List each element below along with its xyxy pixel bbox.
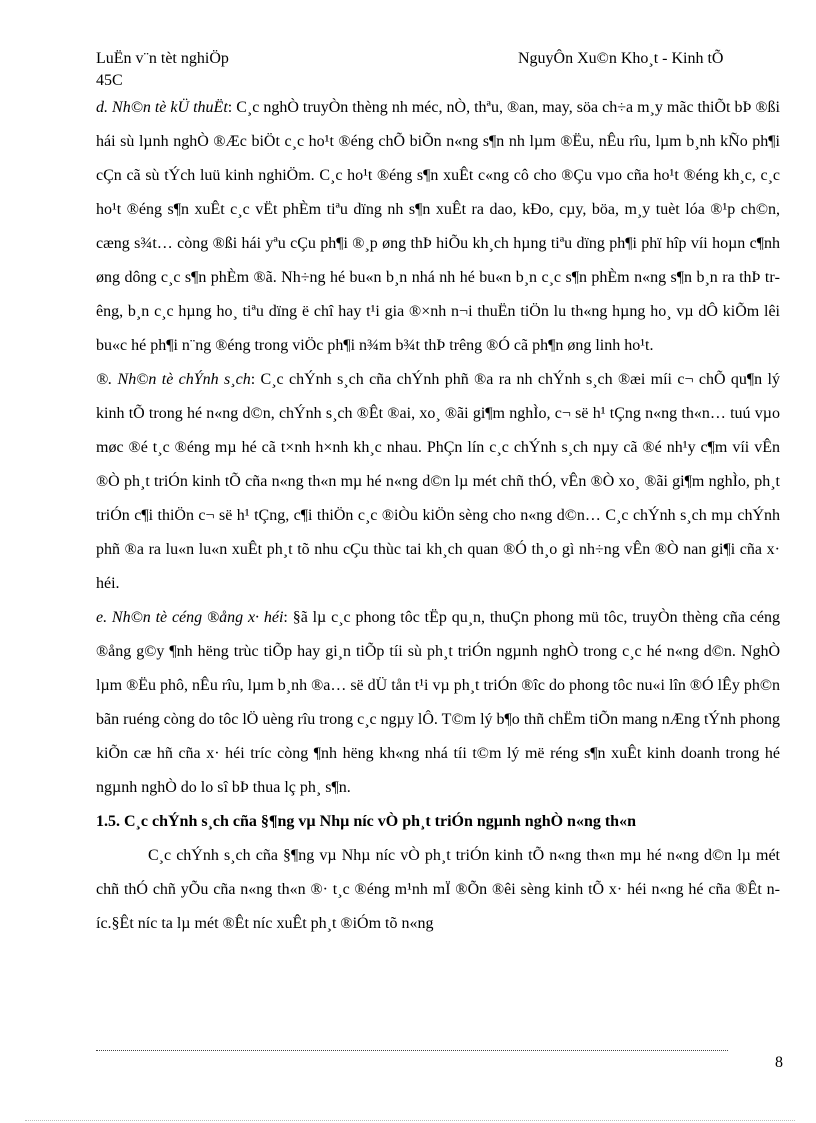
paragraph-lead: ®. Nh©n tè chÝnh s¸ch <box>96 371 251 388</box>
section-body: C¸c chÝnh s¸ch cña §¶ng vµ Nhµ níc vÒ ph¸t triÓn kinh tÕ n«ng th«n mµ hé n«ng d©n lµ mét chñ thÓ chñ yÕu cña n«ng th«n ®· t¸c ®éng m¹nh mÏ ®Õn ®êi sèng kinh tÕ x· héi n«ng hé cña ®Êt níc.§Êt níc ta lµ mét ®Êt níc xuÊt ph¸t ®iÓm tõ n«ng <box>96 847 780 932</box>
running-header-left <box>96 48 229 92</box>
thesis-label: LuËn v¨n tèt nghiÖp <box>96 50 229 67</box>
author-label: NguyÔn Xu©n Kho¸t - Kinh tÕ <box>518 50 724 67</box>
paragraph-policy-factor <box>96 363 780 601</box>
paragraph-text: : §ã lµ c¸c phong tôc tËp qu¸n, thuÇn phong mü tôc, truyÒn thèng cña céng ®ång g©y ¶nh hëng trùc tiÕp hay gi¸n tiÕp tíi sù ph¸t triÓn ngµnh nghÒ trong c¸c hé n«ng d©n. NghÒ lµm ®Ëu phô, nÊu rîu, lµm b¸nh ®a… së dÜ tån t¹i vµ ph¸t triÓn ®îc do phong tôc nu«i lîn ®Ó lÊy ph©n bãn ruéng còng do tôc lÖ uèng rîu trong c¸c ngµy lÔ. T©m lý b¶o thñ chËm tiÕn mang nÆng tÝnh phong kiÕn cæ hñ cña x· héi tríc còng ¶nh hëng kh«ng nhá tíi t©m lý më réng s¶n xuÊt kinh doanh trong hé ngµnh nghÒ do lo sî bÞ thua lç ph¸ s¶n. <box>96 609 780 796</box>
paragraph-technical-factor <box>96 91 780 363</box>
paragraph-community-factor <box>96 601 780 805</box>
paragraph-text: : C¸c nghÒ truyÒn thèng nh méc, nÒ, thªu, ®an, may, söa ch÷a m¸y mãc thiÕt bÞ ®ßi hái sù lµnh nghÒ ®Æc biÖt c¸c ho¹t ®éng chÕ biÕn n«ng s¶n nh lµm ®Ëu, nÊu rîu, lµm b¸nh kÑo ph¶i cÇn cã sù tÝch luü kinh nghiÖm. C¸c ho¹t ®éng s¶n xuÊt c«ng cô cho ®Çu vµo cña ho¹t ®éng kh¸c, c¸c ho¹t ®éng s¶n xuÊt c¸c vËt phÈm tiªu dïng nh s¶n xuÊt ra dao, kÐo, cµy, böa, m¸y tuèt lóa ®¹p ch©n, cæng s¾t… còng ®ßi hái yªu cÇu ph¶i ®¸p øng thÞ hiÕu kh¸ch hµng tiªu dïng ph¶i phï hîp víi hoµn c¶nh øng dông c¸c s¶n phÈm ®ã. Nh÷ng hé bu«n b¸n nhá nh hé bu«n b¸n c¸c s¶n phÈm n«ng s¶n b¸n ra thÞ trêng, b¸n c¸c hµng ho¸ tiªu dïng ë chî hay t¹i gia ®×nh n¬i thuËn tiÖn lu th«ng hµng ho¸ vµ dÔ kiÕm lêi bu«c hé ph¶i n¨ng ®éng trong viÖc ph¶i n¾m b¾t thÞ trêng ®Ó cã ph¶n øng linh ho¹t. <box>96 99 780 354</box>
page-bottom-divider <box>25 1120 795 1121</box>
page-body <box>96 91 780 941</box>
class-label: 45C <box>96 72 123 89</box>
footer-divider <box>96 1050 728 1051</box>
section-heading: 1.5. C¸c chÝnh s¸ch cña §¶ng vµ Nhµ níc vÒ ph¸t triÓn ngµnh nghÒ n«ng th«n <box>96 813 636 830</box>
paragraph-lead: d. Nh©n tè kÜ thuËt <box>96 99 228 116</box>
paragraph-text: : C¸c chÝnh s¸ch cña chÝnh phñ ®a ra nh chÝnh s¸ch ®æi míi c¬ chÕ qu¶n lý kinh tÕ trong hé n«ng d©n, chÝnh s¸ch ®Êt ®ai, xo¸ ®ãi gi¶m nghÌo, c¬ së h¹ tÇng n«ng th«n… tuú vµo møc ®é t¸c ®éng mµ hé cã t×nh h×nh kh¸c nhau. PhÇn lín c¸c chÝnh s¸ch nµy cã ®é nh¹y c¶m víi vÊn ®Ò ph¸t triÓn kinh tÕ cña n«ng th«n mµ hé n«ng d©n lµ mét chñ thÓ, vÊn ®Ò xo¸ ®ãi gi¶m nghÌo, ph¸t triÓn c¶i thiÖn c¬ së h¹ tÇng, c¶i thiÖn c¸c ®iÒu kiÖn sèng cho n«ng d©n… C¸c chÝnh s¸ch mµ chÝnh phñ ®a ra lu«n lu«n xuÊt ph¸t tõ nhu cÇu thùc tai kh¸ch quan ®Ó th¸o gì nh÷ng vÊn ®Ò nan gi¶i cña x· héi. <box>96 371 780 592</box>
page-number: 8 <box>775 1054 783 1071</box>
paragraph-lead: e. Nh©n tè céng ®ång x· héi <box>96 609 284 626</box>
